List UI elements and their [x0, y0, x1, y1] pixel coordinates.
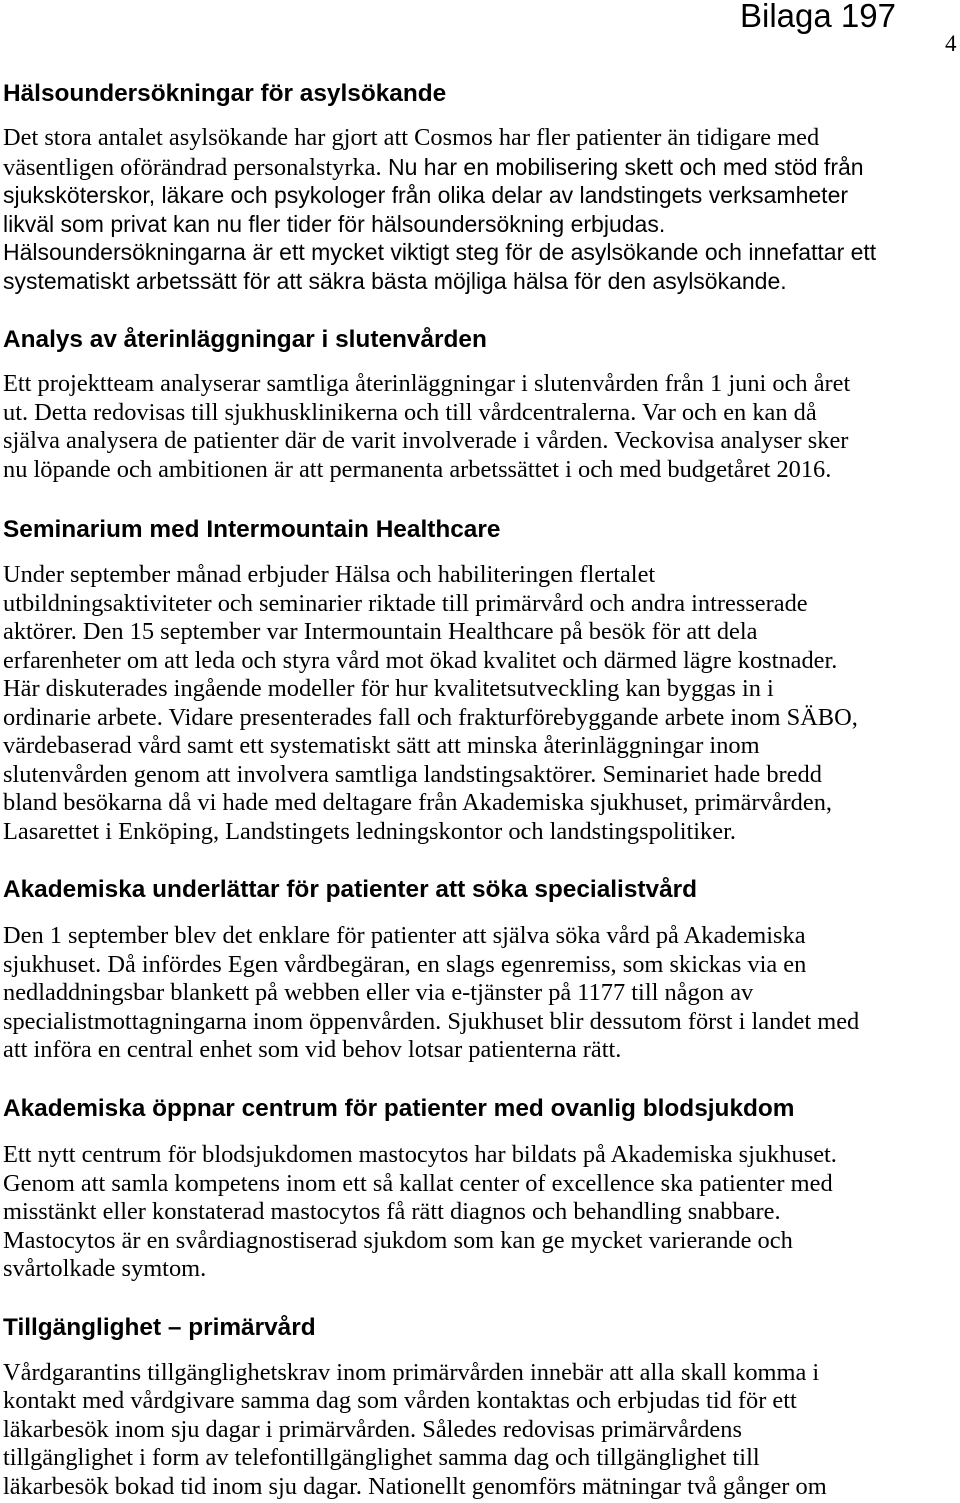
- section-heading: Tillgänglighet – primärvård: [3, 1314, 316, 1341]
- paragraph-line: specialistmottagningarna inom öppenvården. Sjukhuset blir dessutom först i landet med: [3, 1007, 860, 1035]
- paragraph-line: Hälsoundersökningarna är ett mycket viktigt steg för de asylsökande och innefattar ett: [3, 239, 877, 265]
- section-paragraph: [3, 561, 858, 846]
- paragraph-line: Här diskuterades ingående modeller för hur kvalitetsutveckling kan byggas in i: [3, 675, 774, 702]
- paragraph-line: ordinarie arbete. Vidare presenterades fall och frakturförebyggande arbete inom SÄBO,: [3, 703, 858, 731]
- paragraph-line: Mastocytos är en svårdiagnostiserad sjukdom som kan ge mycket varierande och: [3, 1226, 793, 1254]
- paragraph-line: kontakt med vårdgivare samma dag som vården kontaktas och erbjudas tid för ett: [3, 1387, 797, 1415]
- paragraph-line: bland besökarna då vi hade med deltagare från Akademiska sjukhuset, primärvården,: [3, 789, 832, 816]
- section-paragraph: [3, 1141, 837, 1284]
- section-paragraph: [3, 922, 859, 1065]
- section-heading: Analys av återinläggningar i slutenvården: [3, 326, 487, 353]
- paragraph-line: slutenvården genom att involvera samtliga landstingsaktörer. Seminariet hade bredd: [3, 760, 822, 788]
- paragraph-line: läkarbesök inom sju dagar i primärvården. Således redovisas primärvårdens: [3, 1415, 742, 1443]
- paragraph-line: Genom att samla kompetens inom ett så kallat center of excellence ska patienter med: [3, 1169, 833, 1197]
- paragraph-line: utbildningsaktiviteter och seminarier riktade till primärvård och andra intresserade: [3, 589, 808, 617]
- page-number: 4: [945, 31, 957, 56]
- paragraph-line: sjukhuset. Då infördes Egen vårdbegäran, en slags egenremiss, som skickas via en: [3, 950, 807, 978]
- paragraph-line: Vårdgarantins tillgänglighetskrav inom primärvården innebär att alla skall komma i: [3, 1359, 820, 1386]
- paragraph-line: själva analysera de patienter där de varit involverade i vården. Veckovisa analyser sker: [3, 427, 849, 454]
- paragraph-line: Den 1 september blev det enklare för patienter att själva söka vård på Akademiska: [3, 922, 806, 949]
- appendix-label: Bilaga 197: [740, 0, 896, 34]
- text-run: väsentligen oförändrad personalstyrka.: [3, 153, 382, 181]
- paragraph-line: nedladdningsbar blankett på webben eller via e-tjänster på 1177 till någon av: [3, 979, 754, 1006]
- text-run: Nu har en mobilisering skett och med stöd från: [381, 153, 864, 180]
- section-paragraph: [3, 124, 876, 295]
- section-heading: Akademiska öppnar centrum för patienter med ovanlig blodsjukdom: [3, 1095, 795, 1122]
- paragraph-line: erfarenheter om att leda och styra vård mot ökad kvalitet och därmed lägre kostnader.: [3, 646, 838, 674]
- section-paragraph: [3, 1359, 827, 1501]
- paragraph-line: Under september månad erbjuder Hälsa och habiliteringen flertalet: [3, 561, 656, 588]
- paragraph-line: Lasarettet i Enköping, Landstingets ledningskontor och landstingspolitiker.: [3, 817, 736, 845]
- paragraph-line: ut. Detta redovisas till sjukhusklinikerna och till vårdcentralerna. Var och en kan då: [3, 398, 817, 426]
- paragraph-line: aktörer. Den 15 september var Intermountain Healthcare på besök för att dela: [3, 618, 758, 645]
- paragraph-line: [3, 153, 876, 182]
- paragraph-line: nu löpande och ambitionen är att permanenta arbetssättet i och med budgetåret 2016.: [3, 455, 832, 483]
- paragraph-line: läkarbesök bokad tid inom sju dagar. Nationellt genomförs mätningar två gånger om: [3, 1472, 827, 1500]
- paragraph-line: Ett projektteam analyserar samtliga återinläggningar i slutenvården från 1 juni och året: [3, 370, 851, 397]
- section-heading: Hälsoundersökningar för asylsökande: [3, 80, 447, 107]
- section-heading: Akademiska underlättar för patienter att söka specialistvård: [3, 876, 698, 903]
- paragraph-line: Det stora antalet asylsökande har gjort att Cosmos har fler patienter än tidigare med: [3, 124, 820, 151]
- section-heading: Seminarium med Intermountain Healthcare: [3, 516, 501, 543]
- paragraph-line: likväl som privat kan nu fler tider för hälsoundersökning erbjudas.: [3, 210, 666, 237]
- paragraph-line: tillgänglighet i form av telefontillgänglighet samma dag och tillgänglighet till: [3, 1444, 760, 1472]
- paragraph-line: Ett nytt centrum för blodsjukdomen mastocytos har bildats på Akademiska sjukhuset.: [3, 1141, 837, 1168]
- paragraph-line: systematiskt arbetssätt för att säkra bästa möjliga hälsa för den asylsökande.: [3, 267, 787, 294]
- paragraph-line: svårtolkade symtom.: [3, 1255, 207, 1282]
- paragraph-line: misstänkt eller konstaterad mastocytos få rätt diagnos och behandling snabbare.: [3, 1198, 781, 1225]
- paragraph-line: att införa en central enhet som vid behov lotsar patienterna rätt.: [3, 1036, 622, 1063]
- paragraph-line: värdebaserad vård samt ett systematiskt sätt att minska återinläggningar inom: [3, 732, 760, 759]
- section-paragraph: [3, 370, 850, 484]
- paragraph-line: sjuksköterskor, läkare och psykologer från olika delar av landstingets verksamheter: [3, 182, 849, 208]
